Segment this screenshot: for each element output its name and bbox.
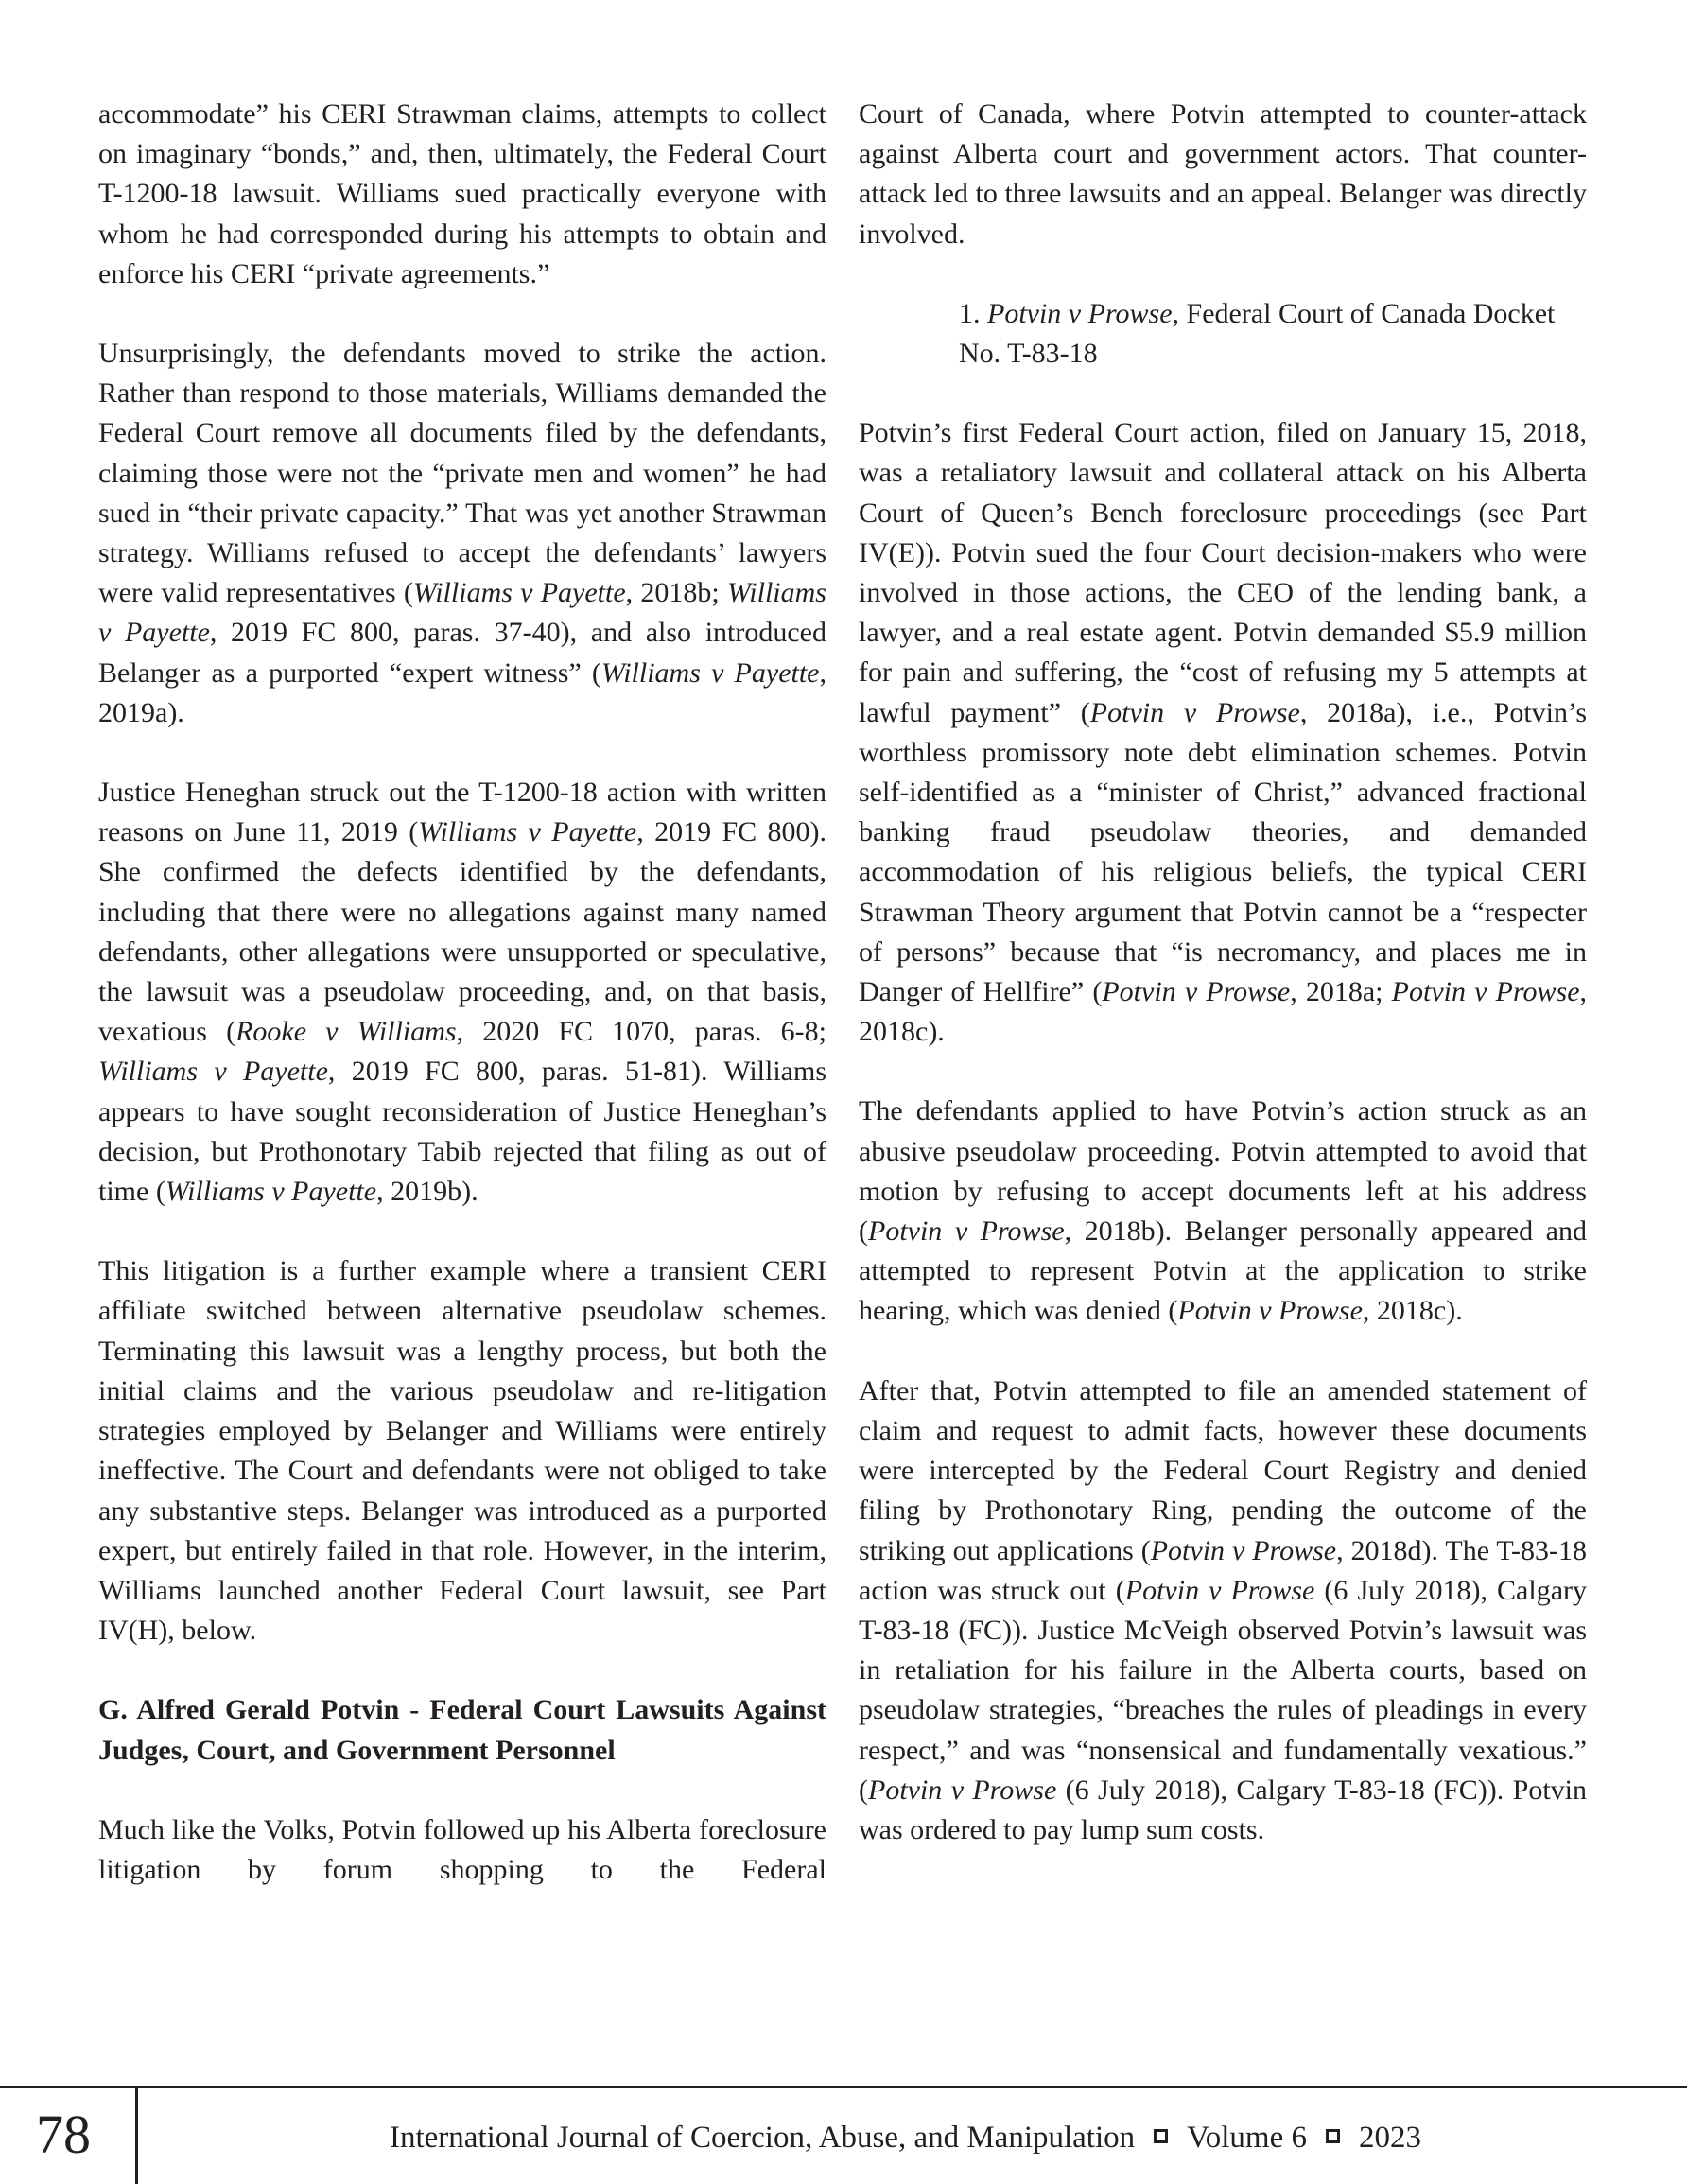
- case-citation: Williams v Payette: [418, 816, 637, 848]
- section-heading: G. Alfred Gerald Potvin - Federal Court Lawsuits Against Judges, Court, and Government Personnel: [98, 1694, 826, 1766]
- text-run: , 2018b;: [625, 577, 727, 609]
- case-citation: Potvin v Prowse: [1124, 1574, 1315, 1606]
- text-run: , 2018d). The T-83-18 action was struck out (: [859, 1534, 1587, 1606]
- text-run: , 2020 FC 1070, paras. 6-8;: [456, 1016, 826, 1048]
- case-citation: Potvin v Prowse: [1177, 1295, 1363, 1327]
- case-citation: Williams v Payette: [98, 577, 826, 649]
- case-citation: Rooke v Williams: [235, 1016, 457, 1048]
- text-run: This litigation is a further example where a transient CERI affiliate switched between alternative pseudolaw schemes. Terminating this lawsuit was a lengthy process, but both the initial claims and the various pseudolaw and re-litigation strategies employed by Belanger and Williams were entirely ineffective. The Court and defendants were not obliged to take any substantive steps. Belanger was introduced as a purported expert, but entirely failed in that role. However, in the interim, Williams launched another Federal Court lawsuit, see Part IV(H), below.: [98, 1255, 826, 1647]
- text-run: , 2018c).: [859, 976, 1588, 1048]
- square-outline-icon: [1326, 2129, 1340, 2143]
- text-run: accommodate” his CERI Strawman claims, attempts to collect on imaginary “bonds,” and, then, ultimately, the Federal Court T-1200-18 lawsuit. Williams sued practically everyone with whom he had corresponded during his attempts to obtain and enforce his CERI “private agreements.”: [98, 98, 826, 289]
- paragraph: [859, 413, 1587, 1052]
- year-label: 2023: [1358, 2121, 1421, 2155]
- paragraph: [98, 773, 826, 1212]
- text-run: Unsurprisingly, the defendants moved to strike the action. Rather than respond to those materials, Williams demanded the Federal Court remove all documents filed by the defendants, claiming those were not the “private men and women” he had sued in “their private capacity.” That was yet another Strawman strategy. Williams refused to accept the defendants’ lawyers were valid representatives (: [98, 338, 826, 609]
- case-citation: Williams v Payette: [600, 656, 820, 689]
- paragraph: Court of Canada, where Potvin attempted to counter-attack against Alberta court and government actors. That counter-attack led to three lawsuits and an appeal. Belanger was directly involved.: [859, 98, 1587, 250]
- text-run: , 2018b). Belanger personally appeared and attempted to represent Potvin at the application to strike hearing, which was denied (: [859, 1215, 1587, 1327]
- text-run: , 2019b).: [376, 1176, 478, 1208]
- text-run: After that, Potvin attempted to file an amended statement of claim and request to admit facts, however these documents were intercepted by the Federal Court Registry and denied filing by Prothonotary Ring, pending the outcome of the striking out applications (: [859, 1374, 1587, 1566]
- left-column: [98, 95, 826, 1890]
- paragraph: [859, 1372, 1587, 1850]
- text-run: , 2019 FC 800, paras. 51-81). Williams appears to have sought reconsideration of Justice Heneghan’s decision, but Prothonotary Tabib rejected that filing as out of time (: [98, 1056, 826, 1208]
- footer-divider: [135, 2086, 138, 2184]
- text-run: Potvin’s first Federal Court action, filed on January 15, 2018, was a retaliatory lawsuit and collateral attack on his Alberta Court of Queen’s Bench foreclosure proceedings (see Part IV(E)). Potvin sued the four Court decision-makers who were involved in those actions, the CEO of the lending bank, a lawyer, and a real estate agent. Potvin demanded $5.9 million for pain and suffering, the “cost of refusing my 5 attempts at lawful payment” (: [859, 417, 1587, 728]
- subsection-heading: [859, 294, 1587, 374]
- text-run: (6 July 2018), Calgary T-83-18 (FC)). Potvin was ordered to pay lump sum costs.: [859, 1773, 1587, 1845]
- case-citation: Potvin v Prowse: [1391, 976, 1580, 1008]
- case-citation: Williams v Payette: [412, 577, 626, 609]
- square-outline-icon: [1154, 2129, 1168, 2143]
- case-citation: Williams v Payette: [98, 1056, 328, 1088]
- right-column: [859, 95, 1587, 1850]
- case-citation: Potvin v Prowse: [1150, 1534, 1337, 1566]
- text-run: The defendants applied to have Potvin’s action struck as an abusive pseudolaw proceeding. Potvin attempted to avoid that motion by refusing to accept documents left at his address (: [859, 1095, 1587, 1248]
- case-name: Potvin v Prowse: [987, 297, 1173, 329]
- paragraph: [98, 95, 826, 294]
- text-run: , 2019 FC 800, paras. 37-40), and also introduced Belanger as a purported “expert witness” (: [98, 617, 826, 689]
- case-citation: Potvin v Prowse: [1089, 696, 1300, 728]
- paragraph: [859, 1092, 1587, 1331]
- text-run: , 2018c).: [1362, 1295, 1463, 1327]
- volume-label: Volume 6: [1187, 2121, 1307, 2155]
- text-run: , 2019 FC 800). She confirmed the defects identified by the defendants, including that there were no allegations against many named defendants, other allegations were unsupported or speculative, the lawsuit was a pseudolaw proceeding, and, on that basis, vexatious (: [98, 816, 826, 1048]
- subsection-title: , Federal Court of Canada Docket No. T-83-18: [959, 297, 1556, 370]
- footer-rule: [0, 2086, 1687, 2088]
- case-citation: Potvin v Prowse: [1102, 976, 1291, 1008]
- paragraph: Much like the Volks, Potvin followed up his Alberta foreclosure litigation by forum shopping to the Federal: [98, 1813, 826, 1885]
- text-run: (6 July 2018), Calgary T-83-18 (FC)). Justice McVeigh observed Potvin’s lawsuit was in retaliation for his failure in the Alberta courts, based on pseudolaw strategies, “breaches the rules of pleadings in every respect,” and was “nonsensical and fundamentally vexatious.” (: [859, 1574, 1587, 1806]
- text-run: , 2018a;: [1290, 976, 1392, 1008]
- paragraph: [98, 1251, 826, 1651]
- case-citation: Potvin v Prowse: [868, 1215, 1065, 1248]
- case-citation: Potvin v Prowse: [868, 1773, 1057, 1806]
- text-run: Justice Heneghan struck out the T-1200-18 action with written reasons on June 11, 2019 (: [98, 777, 826, 848]
- case-citation: Williams v Payette: [165, 1176, 377, 1208]
- text-run: , 2019a).: [98, 656, 827, 728]
- journal-title: International Journal of Coercion, Abuse, and Manipulation: [390, 2121, 1136, 2155]
- text-run: , 2018a), i.e., Potvin’s worthless promissory note debt elimination schemes. Potvin self-identified as a “minister of Christ,” advanced fractional banking fraud pseudolaw theories, and demanded accommodation of his religious beliefs, the typical CERI Strawman Theory argument that Potvin cannot be a “respecter of persons” because that “is necromancy, and places me in Danger of Hellfire” (: [859, 696, 1587, 1008]
- page-number: 78: [36, 2104, 91, 2165]
- subsection-number: 1.: [959, 297, 987, 329]
- paragraph: [98, 334, 826, 733]
- running-footer: [390, 2117, 1421, 2158]
